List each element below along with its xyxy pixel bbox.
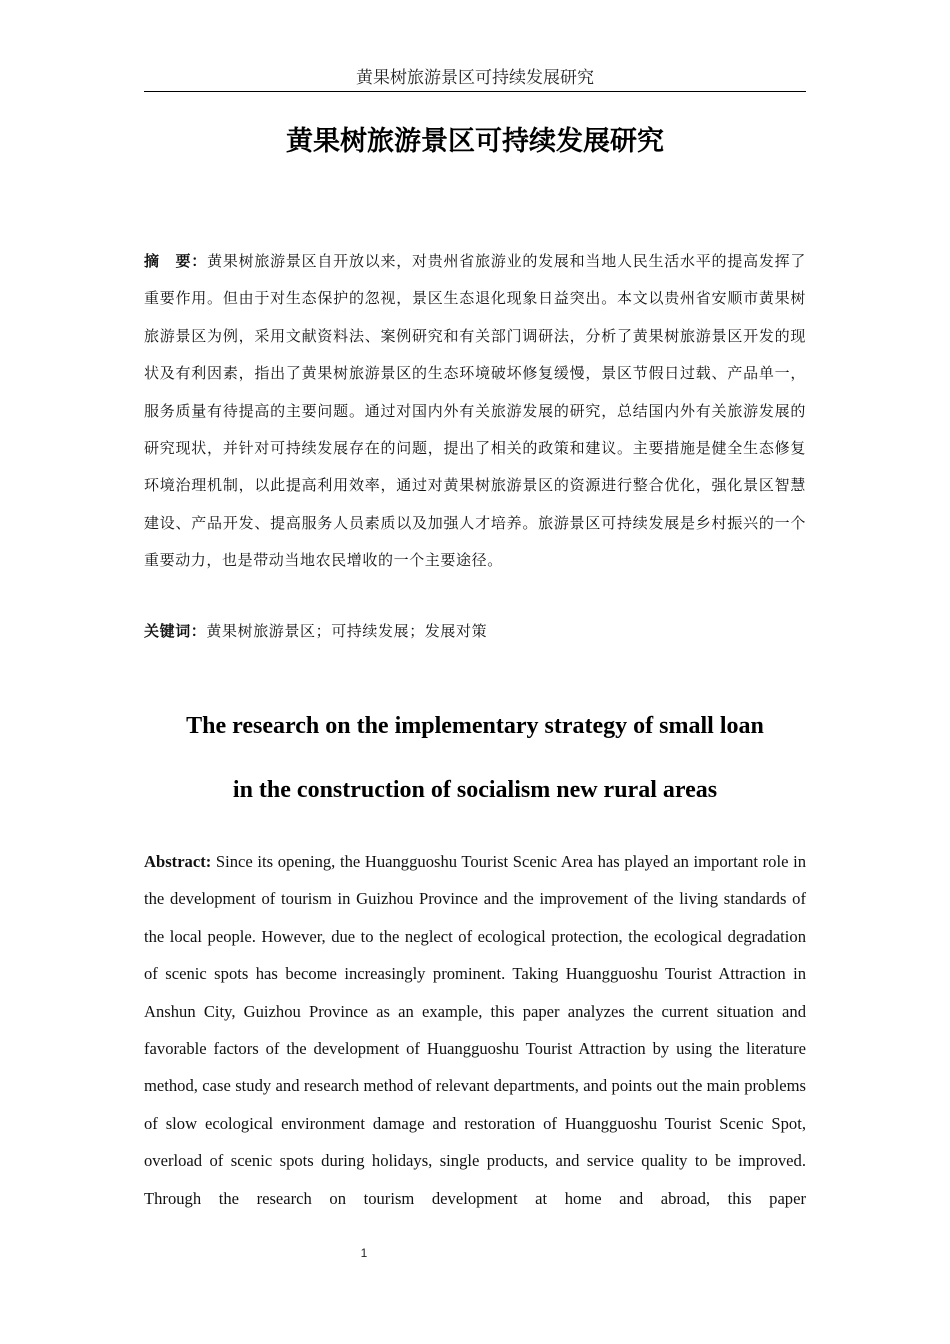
page-number: 1 <box>360 1246 368 1260</box>
running-header: 黄果树旅游景区可持续发展研究 <box>356 68 594 88</box>
chinese-keywords-text: 黄果树旅游景区；可持续发展；发展对策 <box>206 622 488 640</box>
english-title-line-1: The research on the implementary strategy of small loan <box>186 713 764 739</box>
chinese-keywords <box>144 616 806 646</box>
header-rule <box>144 91 806 92</box>
english-abstract-label: Abstract: <box>144 852 212 871</box>
chinese-abstract <box>144 243 806 580</box>
english-title-line-2: in the construction of socialism new rural areas <box>232 777 718 803</box>
english-title <box>144 694 806 822</box>
chinese-keywords-label: 关键词： <box>144 622 207 640</box>
chinese-title: 黄果树旅游景区可持续发展研究 <box>286 126 664 157</box>
english-abstract <box>144 843 806 1217</box>
chinese-abstract-label: 摘 要： <box>144 252 208 270</box>
chinese-abstract-text: 黄果树旅游景区自开放以来，对贵州省旅游业的发展和当地人民生活水平的提高发挥了重要作用。但由于对生态保护的忽视，景区生态退化现象日益突出。本文以贵州省安顺市黄果树旅游景区为例，采用文献资料法、案例研究和有关部门调研法，分析了黄果树旅游景区开发的现状及有利因素，指出了黄果树旅游景区的生态环境破坏修复缓慢，景区节假日过载、产品单一，服务质量有待提高的主要问题。通过对国内外有关旅游发展的研究，总结国内外有关旅游发展的研究现状，并针对可持续发展存在的问题，提出了相关的政策和建议。主要措施是健全生态修复环境治理机制，以此提高利用效率，通过对黄果树旅游景区的资源进行整合优化，强化景区智慧建设、产品开发、提高服务人员素质以及加强人才培养。旅游景区可持续发展是乡村振兴的一个重要动力，也是带动当地农民增收的一个主要途径。 <box>144 252 806 570</box>
english-abstract-text: Since its opening, the Huangguoshu Tourist Scenic Area has played an important role in the development of tourism in Guizhou Province and the improvement of the living standards of the local people. However, due to the neglect of ecological protection, the ecological degradation of scenic spots has become increasingly prominent. Taking Huangguoshu Tourist Attraction in Anshun City, Guizhou Province as an example, this paper analyzes the current situation and favorable factors of the development of Huangguoshu Tourist Attraction by using the literature method, case study and research method of relevant departments, and points out the main problems of slow ecological environment damage and restoration of Huangguoshu Tourist Scenic Spot, overload of scenic spots during holidays, single products, and service quality to be improved. Through the research on tourism development at home and abroad, this paper <box>144 852 806 1208</box>
